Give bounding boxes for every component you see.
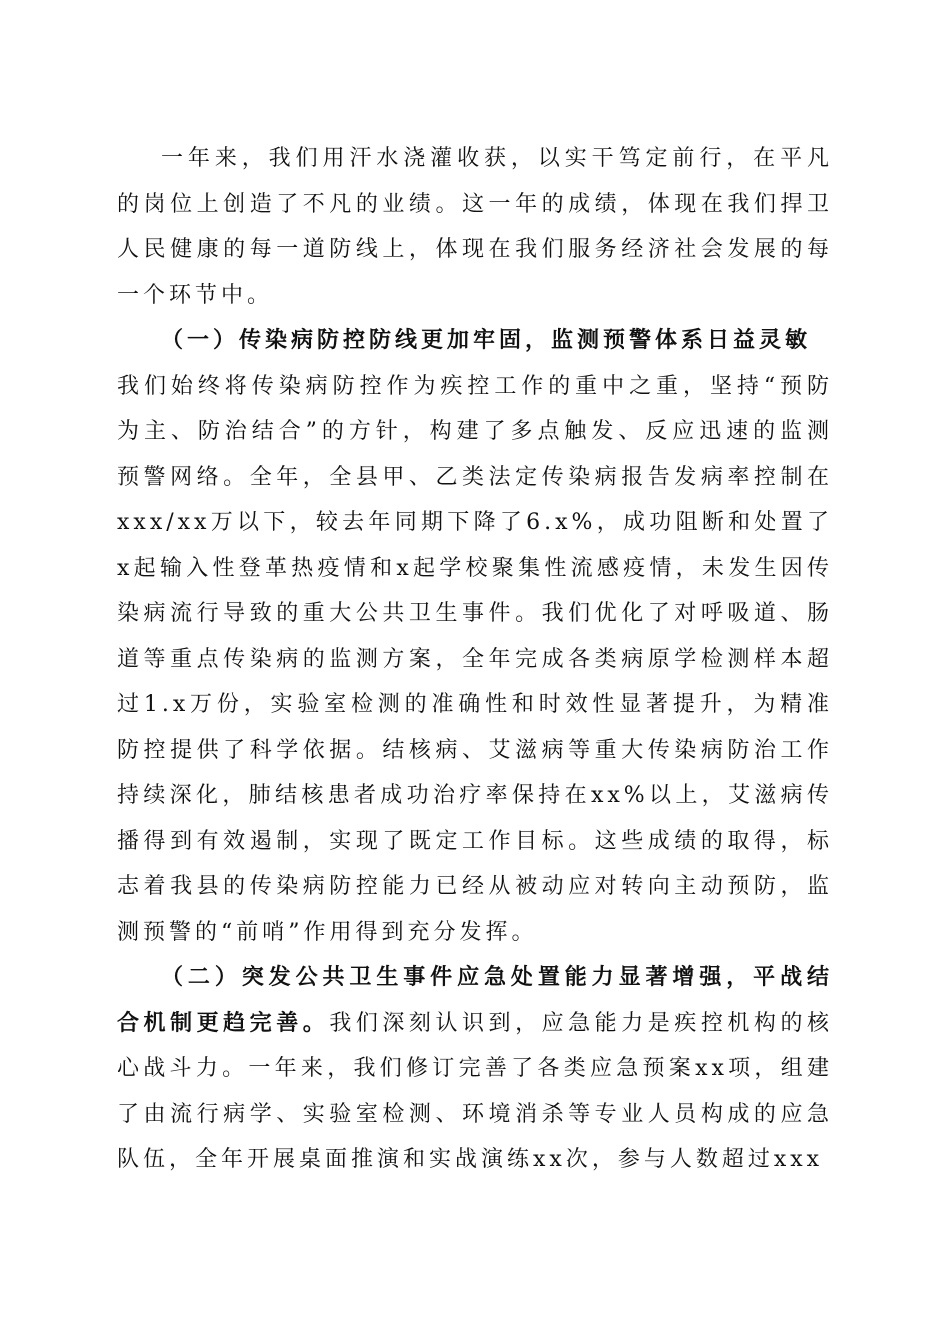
section-2-text: 我们深刻认识到，应急能力是疾控机构的核心战斗力。一年来，我们修订完善了各类应急预案xx项，组建了由流行病学、实验室检测、环境消杀等专业人员构成的应急队伍，全年开展桌面推演和实战演练xx次，参与人数超过xxx — [117, 1010, 833, 1172]
section-2-heading: （二）突发公共卫生事件应急处置能力显著增强，平战结合机制更趋完善。 — [117, 965, 833, 1036]
paragraph-intro — [117, 136, 833, 318]
paragraph-section-1 — [117, 318, 833, 955]
paragraph-section-2 — [117, 955, 833, 1183]
section-1-text: 我们始终将传染病防控作为疾控工作的重中之重，坚持“预防为主、防治结合”的方针，构建了多点触发、反应迅速的监测预警网络。全年，全县甲、乙类法定传染病报告发病率控制在xxx/xx万以下，较去年同期下降了6.x%，成功阻断和处置了x起输入性登革热疫情和x起学校聚集性流感疫情，未发生因传染病流行导致的重大公共卫生事件。我们优化了对呼吸道、肠道等重点传染病的监测方案，全年完成各类病原学检测样本超过1.x万份，实验室检测的准确性和时效性显著提升，为精准防控提供了科学依据。结核病、艾滋病等重大传染病防治工作持续深化，肺结核患者成功治疗率保持在xx%以上，艾滋病传播得到有效遏制，实现了既定工作目标。这些成绩的取得，标志着我县的传染病防控能力已经从被动应对转向主动预防，监测预警的“前哨”作用得到充分发挥。 — [117, 373, 833, 945]
document-body — [117, 136, 833, 1183]
section-1-heading: （一）传染病防控防线更加牢固，监测预警体系日益灵敏 — [161, 328, 812, 353]
paragraph-intro-text: 一年来，我们用汗水浇灌收获，以实干笃定前行，在平凡的岗位上创造了不凡的业绩。这一年的成绩，体现在我们捍卫人民健康的每一道防线上，体现在我们服务经济社会发展的每一个环节中。 — [117, 146, 833, 308]
